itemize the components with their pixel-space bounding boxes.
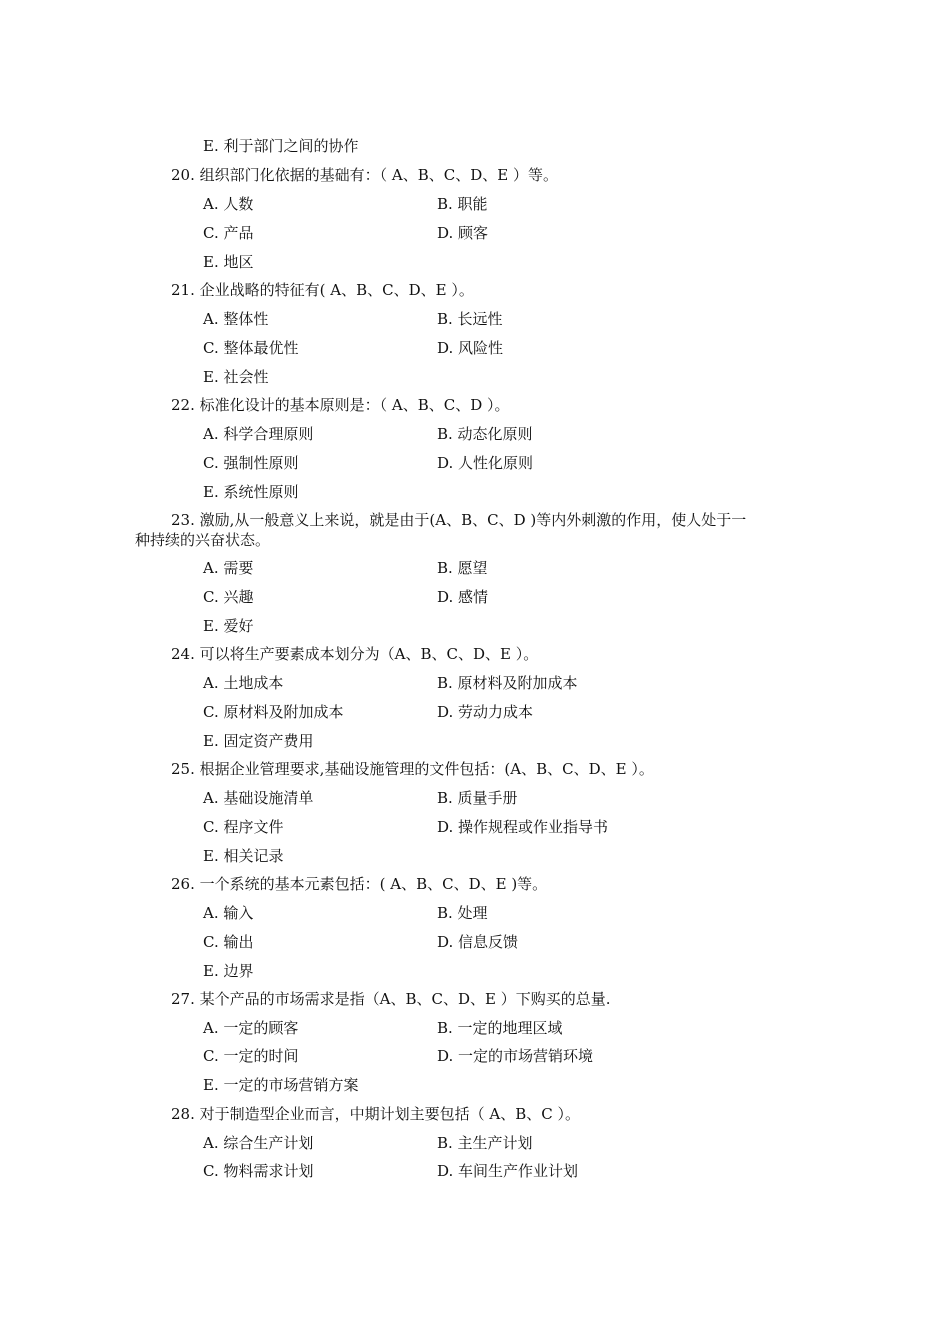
option-a: A. 输入	[203, 904, 254, 922]
option-c: C. 整体最优性	[203, 339, 299, 357]
question-stem-continuation: 种持续的兴奋状态。	[135, 531, 271, 549]
option-b: B. 长远性	[437, 310, 503, 328]
question-stem: 20. 组织部门化依据的基础有：（ A、B、C、D、E ）等。	[171, 166, 558, 184]
question-stem: 23. 激励,从一般意义上来说，就是由于(A、B、C、D )等内外刺激的作用，使人处于一	[171, 511, 747, 529]
option-e: E. 社会性	[203, 368, 269, 386]
option-d: D. 操作规程或作业指导书	[437, 818, 609, 836]
question-stem: 27. 某个产品的市场需求是指（A、B、C、D、E ）下购买的总量.	[171, 990, 611, 1008]
question-stem: 21. 企业战略的特征有( A、B、C、D、E ）。	[171, 281, 474, 299]
option-a: A. 一定的顾客	[203, 1019, 299, 1037]
option-d: D. 信息反馈	[437, 933, 519, 951]
option-e: E. 相关记录	[203, 847, 284, 865]
option-c: C. 原材料及附加成本	[203, 703, 344, 721]
question-stem: 24. 可以将生产要素成本划分为（A、B、C、D、E ）。	[171, 645, 539, 663]
option-c: C. 兴趣	[203, 588, 254, 606]
option-e: E. 边界	[203, 962, 254, 980]
option-c: C. 物料需求计划	[203, 1162, 314, 1180]
option-e: E. 一定的市场营销方案	[203, 1076, 359, 1094]
question-stem: 22. 标准化设计的基本原则是：（ A、B、C、D ）。	[171, 396, 510, 414]
option-a: A. 整体性	[203, 310, 269, 328]
option-c: C. 一定的时间	[203, 1047, 299, 1065]
option-e: E. 利于部门之间的协作	[203, 137, 359, 155]
option-d: D. 感情	[437, 588, 489, 606]
option-a: A. 基础设施清单	[203, 789, 314, 807]
option-a: A. 土地成本	[203, 674, 284, 692]
option-a: A. 人数	[203, 195, 254, 213]
option-c: C. 强制性原则	[203, 454, 299, 472]
option-d: D. 车间生产作业计划	[437, 1162, 579, 1180]
option-b: B. 质量手册	[437, 789, 518, 807]
option-c: C. 输出	[203, 933, 254, 951]
option-b: B. 主生产计划	[437, 1134, 533, 1152]
option-e: E. 系统性原则	[203, 483, 299, 501]
option-a: A. 需要	[203, 559, 254, 577]
option-e: E. 地区	[203, 253, 254, 271]
option-c: C. 程序文件	[203, 818, 284, 836]
option-b: B. 职能	[437, 195, 488, 213]
option-d: D. 一定的市场营销环境	[437, 1047, 594, 1065]
option-b: B. 动态化原则	[437, 425, 533, 443]
option-e: E. 爱好	[203, 617, 254, 635]
option-a: A. 综合生产计划	[203, 1134, 314, 1152]
option-d: D. 劳动力成本	[437, 703, 534, 721]
option-e: E. 固定资产费用	[203, 732, 314, 750]
option-b: B. 原材料及附加成本	[437, 674, 578, 692]
option-b: B. 一定的地理区域	[437, 1019, 563, 1037]
question-stem: 28. 对于制造型企业而言，中期计划主要包括（ A、B、C ）。	[171, 1105, 580, 1123]
option-b: B. 愿望	[437, 559, 488, 577]
question-stem: 26. 一个系统的基本元素包括：( A、B、C、D、E )等。	[171, 875, 548, 893]
option-c: C. 产品	[203, 224, 254, 242]
option-d: D. 顾客	[437, 224, 489, 242]
option-d: D. 风险性	[437, 339, 504, 357]
option-d: D. 人性化原则	[437, 454, 534, 472]
option-a: A. 科学合理原则	[203, 425, 314, 443]
option-b: B. 处理	[437, 904, 488, 922]
question-stem: 25. 根据企业管理要求,基础设施管理的文件包括：(A、B、C、D、E ）。	[171, 760, 654, 778]
